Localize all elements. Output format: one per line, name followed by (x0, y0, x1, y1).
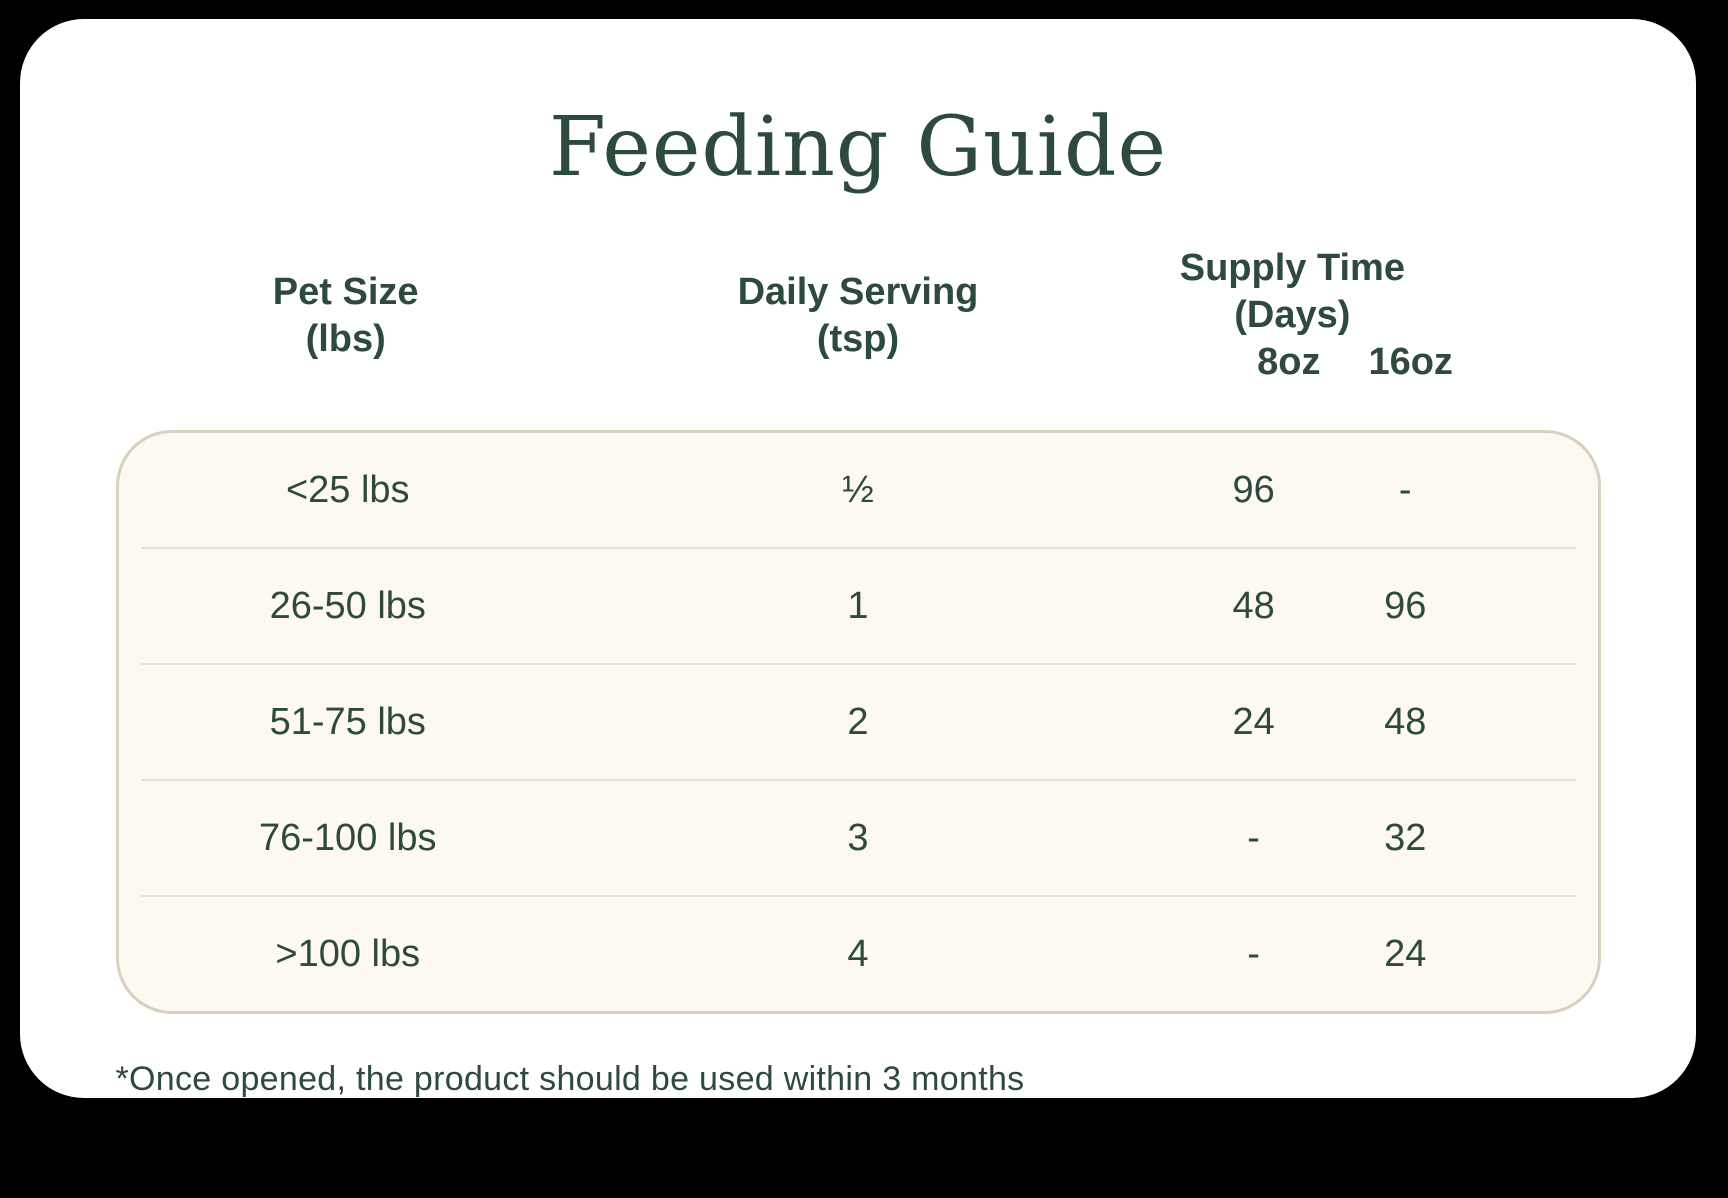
cell-pet-size: 26-50 lbs (269, 584, 426, 627)
column-header-16oz: 16oz (1368, 341, 1453, 384)
cell-daily-serving: 2 (847, 700, 869, 743)
cell-supply-16oz: 32 (1384, 816, 1427, 859)
cell-pet-size: >100 lbs (275, 932, 421, 975)
table-column-headers (116, 245, 1601, 386)
cell-supply-8oz: 48 (1232, 584, 1275, 627)
cell-pet-size: 76-100 lbs (259, 816, 437, 859)
cell-daily-serving: 1 (847, 584, 869, 627)
column-header-8oz: 8oz (1257, 341, 1321, 384)
column-header-supply-time (1140, 245, 1453, 386)
table-row (119, 781, 1598, 895)
column-header-supply-time-label: Supply Time (Days) (1179, 247, 1405, 337)
table-row (119, 665, 1598, 779)
cell-pet-size: <25 lbs (285, 468, 410, 511)
cell-supply-8oz: - (1247, 816, 1260, 859)
cell-daily-serving: ½ (842, 468, 874, 511)
table-row (119, 897, 1598, 1011)
footnote: *Once opened, the product should be used within 3 months (115, 1060, 1025, 1099)
column-header-daily-serving-line1: Daily Serving (737, 270, 979, 313)
feeding-guide-card (20, 19, 1696, 1098)
cell-supply-16oz: - (1398, 468, 1412, 511)
cell-supply-16oz: 48 (1384, 700, 1427, 743)
table-row (119, 433, 1598, 547)
cell-supply-8oz: - (1247, 932, 1260, 975)
cell-supply-8oz: 96 (1232, 468, 1275, 511)
cell-supply-16oz: 24 (1384, 932, 1427, 975)
cell-daily-serving: 4 (847, 932, 869, 975)
cell-supply-16oz: 96 (1384, 584, 1427, 627)
column-header-daily-serving-line2: (tsp) (816, 317, 900, 360)
column-header-daily-serving (576, 269, 1140, 363)
cell-daily-serving: 3 (847, 816, 869, 859)
cell-pet-size: 51-75 lbs (269, 700, 426, 743)
column-header-pet-size-line2: (lbs) (305, 317, 386, 360)
table-row (119, 549, 1598, 663)
cell-supply-8oz: 24 (1232, 700, 1275, 743)
feeding-guide-table (116, 430, 1601, 1014)
page-title: Feeding Guide (548, 100, 1168, 195)
column-header-pet-size-line1: Pet Size (272, 270, 419, 313)
column-header-pet-size (116, 269, 576, 363)
